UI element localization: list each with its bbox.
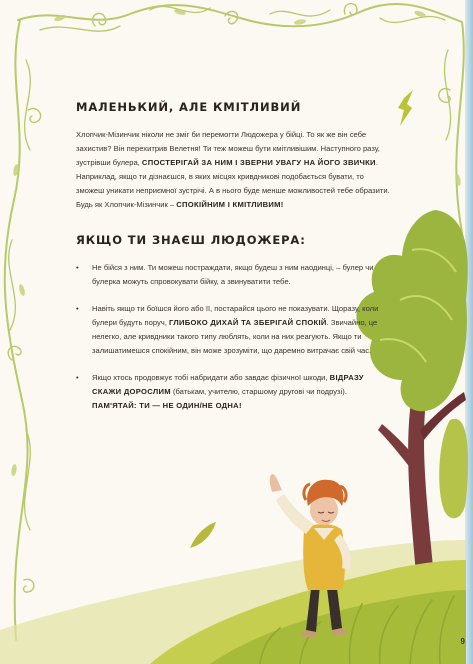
leaf-icon [190, 522, 216, 548]
list-item [76, 371, 394, 413]
intro-text-1: Хлопчик-Мізинчик ніколи не зміг би перемогти Людожера у бійці. То як же він себе захистив? Він перехитрив Велетня! Ти теж можеш бути кмітливішим. Наступного разу, зустрівши булера, [76, 130, 380, 167]
content [76, 100, 394, 426]
list-item [76, 261, 394, 289]
bullet: • [76, 372, 79, 382]
leaf-icon [398, 90, 413, 126]
bullet: • [76, 263, 79, 273]
tip-emphasis-3: ВІДРАЗУ СКАЖИ ДОРОСЛИМ [92, 372, 364, 396]
tip-text-1: Не бійся з ним. Ти можеш постраждати, якщо будеш з ним наодинці, – булер чи булерка можуть спровокувати бійку, а звинуватити тебе. [92, 263, 374, 287]
section-title-1: МАЛЕНЬКИЙ, АЛЕ КМІТЛИВИЙ [76, 100, 302, 114]
tip-text-2b: . Звичайно, це нелегко, але кривдники такого типу люблять, коли на них реагують. Якщо ти залишатимешся спокійним, він може зрозуміти, що даремно витрачає свій час. [92, 318, 378, 355]
tip-emphasis-2: ГЛИБОКО ДИХАЙ ТА ЗБЕРІГАЙ СПОКІЙ [169, 318, 327, 328]
list-item [76, 302, 394, 358]
tip-text-3b: (батькам, учителю, старшому другові чи подрузі). [170, 386, 347, 396]
section-title-2: ЯКЩО ТИ ЗНАЄШ ЛЮДОЖЕРА: [76, 233, 306, 248]
tip-emphasis-3b: ПАМ'ЯТАЙ: ТИ — НЕ ОДИН/НЕ ОДНА! [92, 400, 242, 410]
page-number: 9 [460, 637, 465, 646]
bullet: • [76, 304, 79, 314]
intro-paragraph [76, 128, 394, 211]
intro-text-2: . Наприклад, якщо ти дізнаєшся, в яких місцях кривдникові подобається бувати, то зможеш уникати неприємної зустрічі. А в нього буде менше можливостей тебе образити. Будь як Хлопчик-Мізинчик – [76, 157, 390, 209]
intro-emphasis-1: СПОСТЕРІГАЙ ЗА НИМ І ЗВЕРНИ УВАГУ НА ЙОГО ЗВИЧКИ [141, 157, 376, 167]
tips-list [76, 261, 394, 412]
tip-text-2a: Навіть якщо ти боїшся його або її, постарайся цього не показувати. Щоразу, коли булери будуть поруч, [92, 304, 379, 328]
intro-emphasis-2: СПОКІЙНИМ І КМІТЛИВИМ! [176, 199, 284, 209]
tip-text-3a: Якщо хтось продовжує тобі набридати або завдає фізичної шкоди, [92, 372, 330, 382]
